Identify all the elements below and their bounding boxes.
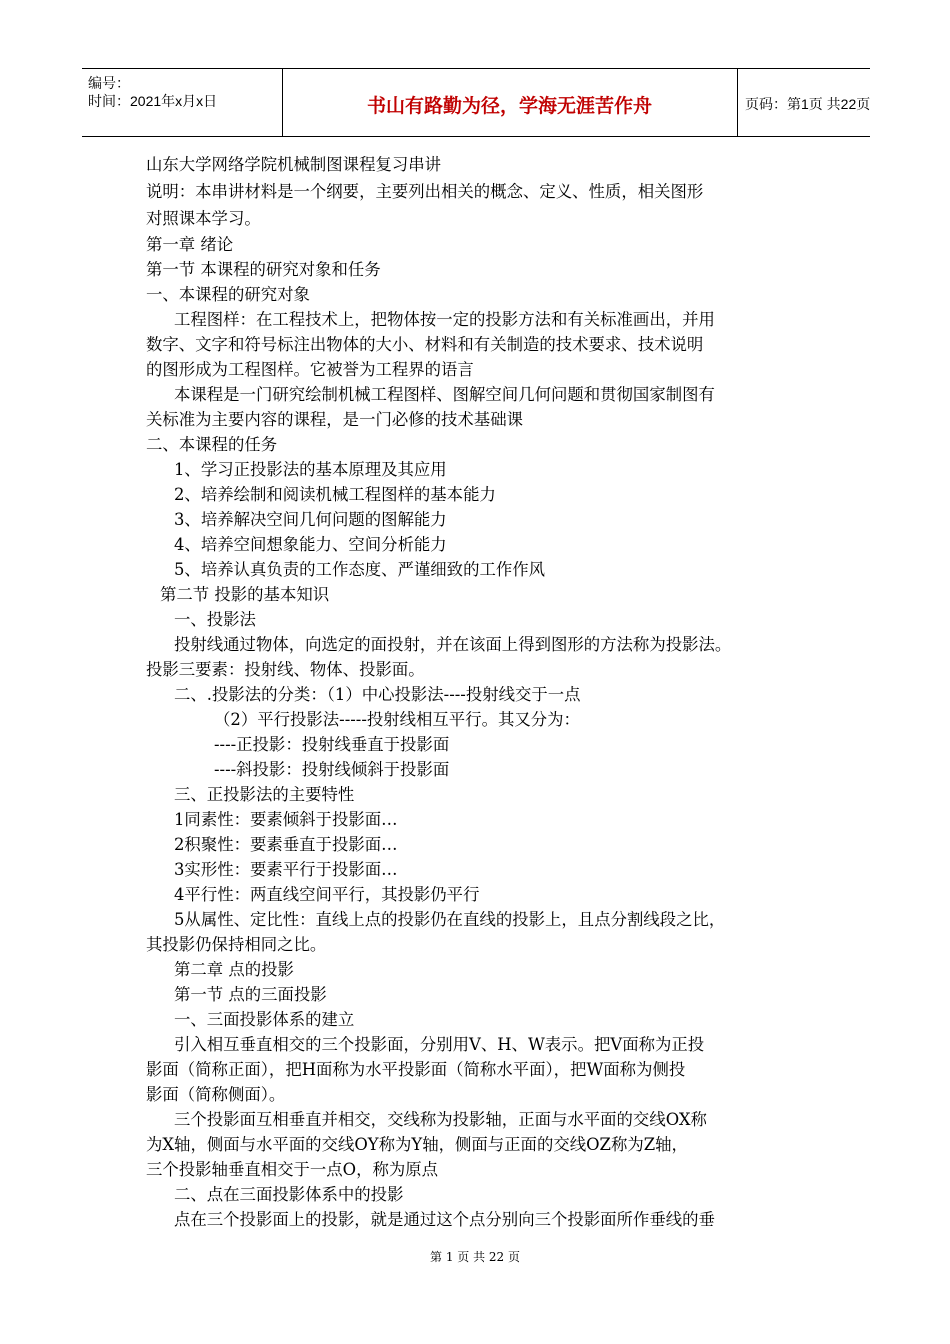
text-line: 其投影仍保持相同之比。: [146, 935, 327, 954]
text-line: 二、.投影法的分类：（1）中心投影法----投射线交于一点: [174, 685, 581, 704]
subsection-heading: 一、三面投影体系的建立: [174, 1010, 355, 1029]
text-line: ----斜投影：投射线倾斜于投影面: [214, 760, 450, 779]
text-line: 引入相互垂直相交的三个投影面，分别用V、H、W表示。把V面称为正投: [174, 1035, 705, 1054]
text-line: 投影三要素：投射线、物体、投影面。: [146, 660, 425, 679]
list-item: 5、培养认真负责的工作态度、严谨细致的工作作风: [174, 560, 546, 579]
text-line: 三个投影轴垂直相交于一点O，称为原点: [146, 1160, 439, 1179]
list-item: 1同素性：要素倾斜于投影面…: [174, 810, 398, 829]
list-item: 2、培养绘制和阅读机械工程图样的基本能力: [174, 485, 496, 504]
text-line: 的图形成为工程图样。它被誉为工程界的语言: [146, 360, 474, 379]
section-heading: 第一节 本课程的研究对象和任务: [146, 260, 381, 279]
document-time-label: 时间：2021年x月x日: [88, 93, 218, 109]
subsection-heading: 二、本课程的任务: [146, 435, 278, 454]
chapter-heading: 第二章 点的投影: [174, 960, 294, 979]
text-line: 点在三个投影面上的投影，就是通过这个点分别向三个投影面所作垂线的垂: [174, 1210, 715, 1229]
list-item: 3实形性：要素平行于投影面…: [174, 860, 398, 879]
page-header-table: [82, 68, 870, 137]
text-line: 为X轴，侧面与水平面的交线OY称为Y轴，侧面与正面的交线OZ称为Z轴，: [146, 1135, 688, 1154]
text-line: 数字、文字和符号标注出物体的大小、材料和有关制造的技术要求、技术说明: [146, 335, 704, 354]
header-motto: 书山有路勤为径，学海无涯苦作舟: [366, 95, 652, 117]
text-line: （2）平行投影法-----投射线相互平行。其又分为：: [214, 710, 580, 729]
text-line: 对照课本学习。: [146, 209, 261, 228]
section-heading: 第一节 点的三面投影: [174, 985, 327, 1004]
text-line: 三个投影面互相垂直并相交，交线称为投影轴，正面与水平面的交线OX称: [174, 1110, 707, 1129]
subsection-heading: 一、本课程的研究对象: [146, 285, 310, 304]
text-line: 影面（简称正面），把H面称为水平投影面（简称水平面），把W面称为侧投: [146, 1060, 686, 1079]
text-line: 关标准为主要内容的课程，是一门必修的技术基础课: [146, 410, 523, 429]
header-page-cell: [737, 69, 870, 136]
list-item: 4平行性：两直线空间平行，其投影仍平行: [174, 885, 480, 904]
page-footer: 第 1 页 共 22 页: [430, 1250, 520, 1264]
text-line: 说明：本串讲材料是一个纲要，主要列出相关的概念、定义、性质，相关图形: [146, 182, 704, 201]
header-meta-cell: [82, 69, 283, 136]
chapter-heading: 第一章 绪论: [146, 235, 234, 254]
section-heading: 第二节 投影的基本知识: [160, 585, 330, 604]
subsection-heading: 二、点在三面投影体系中的投影: [174, 1185, 404, 1204]
text-line: 本课程是一门研究绘制机械工程图样、图解空间几何问题和贯彻国家制图有: [174, 385, 715, 404]
text-line: 影面（简称侧面）。: [146, 1085, 286, 1104]
list-item: 1、学习正投影法的基本原理及其应用: [174, 460, 447, 479]
document-number-label: 编号：: [88, 75, 130, 91]
header-motto-cell: [282, 69, 738, 136]
subsection-heading: 三、正投影法的主要特性: [174, 785, 355, 804]
doc-title: 山东大学网络学院机械制图课程复习串讲: [146, 155, 442, 174]
list-item: 4、培养空间想象能力、空间分析能力: [174, 535, 447, 554]
list-item: 2积聚性：要素垂直于投影面…: [174, 835, 398, 854]
header-page-info: 页码：第1页 共22页: [745, 96, 871, 112]
text-line: 工程图样：在工程技术上，把物体按一定的投影方法和有关标准画出，并用: [174, 310, 715, 329]
text-line: ----正投影：投射线垂直于投影面: [214, 735, 450, 754]
text-line: 投射线通过物体，向选定的面投射，并在该面上得到图形的方法称为投影法。: [174, 635, 732, 654]
subsection-heading: 一、投影法: [174, 610, 256, 629]
list-item: 5从属性、定比性：直线上点的投影仍在直线的投影上，且点分割线段之比，: [174, 910, 726, 929]
list-item: 3、培养解决空间几何问题的图解能力: [174, 510, 447, 529]
